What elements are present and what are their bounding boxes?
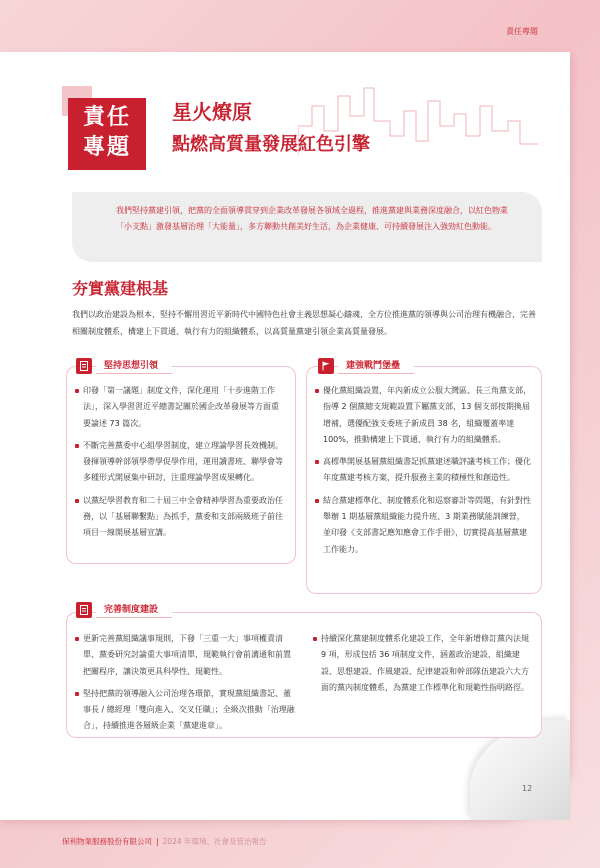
list-item: 堅持把黨的領導融入公司治理各環節，實現黨組織書記、董事長 / 總經理「雙向進入、交叉任職」；全級次推動「治理融合」，持續推進各層級企業「黨建進章」。	[75, 686, 297, 735]
card-fortress	[306, 366, 542, 594]
card-fortress-header	[318, 358, 518, 376]
card-thought	[66, 366, 296, 564]
page-number: 12	[522, 784, 533, 793]
list-item: 高標準開展基層黨組織書記抓黨建述職評議考核工作；優化年度黨建考核方案，提升服務主業的積極性和創造性。	[315, 454, 531, 487]
section-heading: 夯實黨建根基	[72, 279, 169, 298]
footer	[62, 836, 267, 847]
sub-title: 點燃高質量發展紅色引擎	[172, 134, 370, 155]
badge-line2: 專題	[82, 134, 131, 160]
card-system-header	[76, 602, 276, 620]
footer-company: 保利物業服務股份有限公司	[62, 837, 152, 846]
list-item: 優化黨組織設置，年內新成立公服大灣區、長三角黨支部，指導 2 個黨總支規範設置下屬黨支部，13 個支部按期換屆增補，選優配強支委班子新成員 38 名，組織覆蓋率達 100%，推動構建上下貫通、執行有力的組織體系。	[315, 383, 531, 448]
section-body: 我們以政治建設為根本，堅持不懈用習近平新時代中國特色社會主義思想凝心鑄魂，全方位推進黨的領導與公司治理有機融合，完善相關制度體系，構建上下貫通、執行有力的組織體系，以高質量黨建引領企業高質量發展。	[72, 310, 536, 336]
badge-line1: 責任	[82, 104, 131, 130]
card-thought-header	[76, 358, 276, 376]
list-item: 結合黨建標準化、制度體系化和巡察審計等問題，有針對性舉辦 1 期基層黨組織能力提升班、3 期業務賦能訓練營，並印發《支部書記應知應會工作手冊》，切實提高基層黨建工作能力。	[315, 493, 531, 558]
list-item: 持續深化黨建制度體系化建設工作，全年新增修訂黨內法規 9 項，形成包括 36 項制度文件，涵蓋政治建設、組織建設、思想建設、作風建設、紀律建設和幹部隊伍建設六大方面的黨內制度體系，為黨建工作標準化和規範性指明路徑。	[313, 631, 535, 696]
list-item: 以黨紀學習教育和二十屆三中全會精神學習為重要政治任務，以「基層聯繫點」為抓手，黨委和支部兩級班子前往項目一線開展基層宣講。	[75, 493, 285, 542]
document-icon	[76, 602, 92, 618]
title-block	[62, 86, 542, 186]
card-system	[66, 612, 542, 738]
list-item: 印發「第一議題」制度文件，深化運用「十步進階工作法」，深入學習習近平總書記關於國企改革發展等方面重要論述 73 篇次。	[75, 383, 285, 432]
card-thought-title: 堅持思想引領	[96, 358, 172, 374]
document-icon	[76, 358, 92, 374]
main-title: 星火燎原	[172, 100, 252, 124]
card-fortress-title: 建強戰鬥堡壘	[338, 358, 414, 374]
flag-icon	[318, 358, 334, 374]
footer-report: 2024 年環境、社會及管治報告	[162, 837, 267, 846]
list-item: 更新完善黨組織議事規則，下發「三重一大」事項權責清單、黨委研究討論重大事項清單，規範執行會前溝通和前置把關程序，讓決策更具科學性、規範性。	[75, 631, 297, 680]
intro-box: 我們堅持黨建引領，把黨的全面領導貫穿到企業改革發展各領域全過程，推進黨建與業務深度融合，以紅色物業「小支點」激發基層治理「大能量」，多方聯動共創美好生活，為企業健康、可持續發展注入強勁紅色動能。	[72, 192, 542, 262]
card-system-title: 完善制度建設	[96, 602, 172, 618]
section-tag: 責任專題	[506, 27, 538, 36]
footer-separator: |	[156, 837, 159, 846]
list-item: 不斷完善黨委中心組學習制度，建立理論學習長效機制。發揮領導幹部領學帶學促學作用，運用讀書班、聯學會等多種形式開展集中研討，注重理論學習成果轉化。	[75, 438, 285, 487]
topic-badge	[68, 98, 146, 170]
